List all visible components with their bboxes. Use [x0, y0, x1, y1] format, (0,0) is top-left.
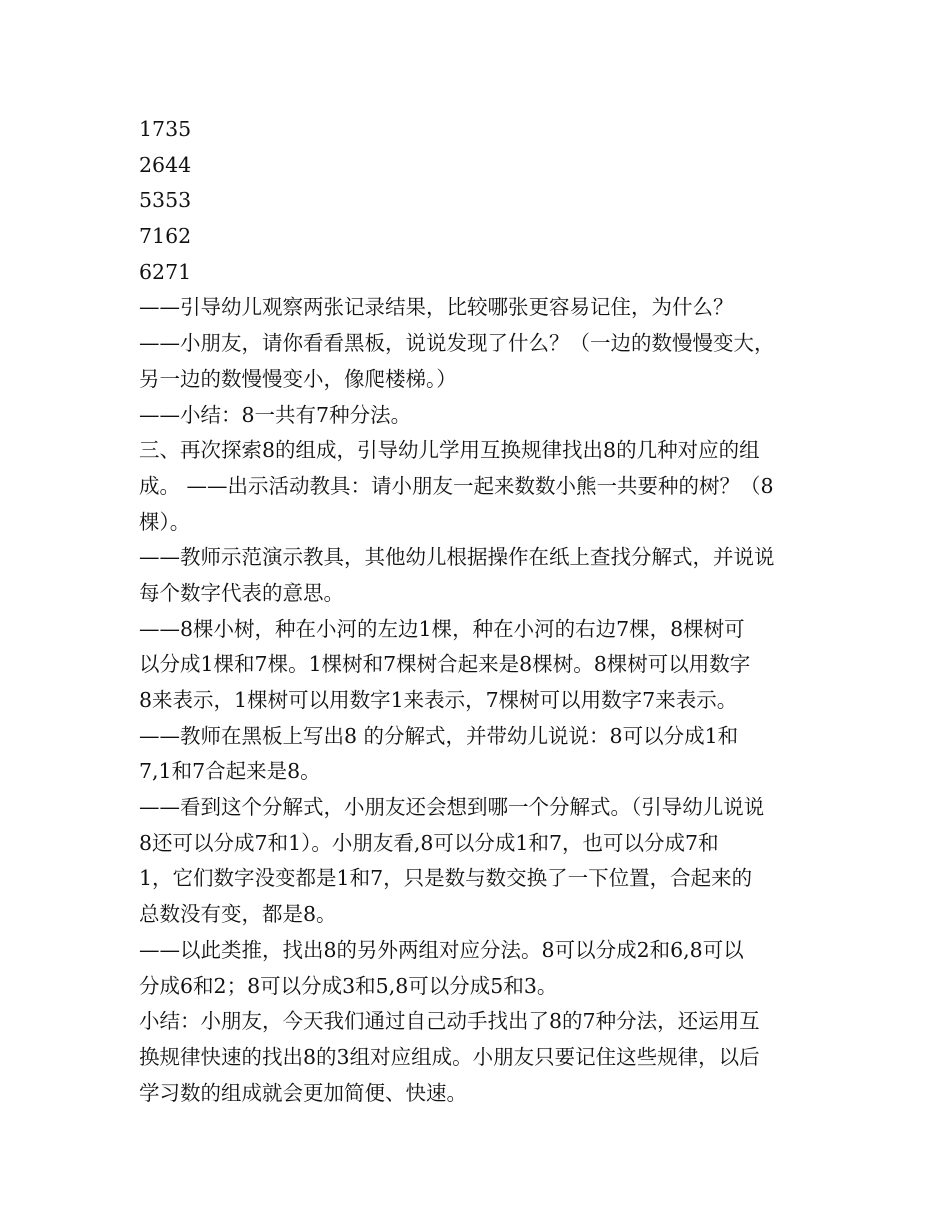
number-line: 1735: [139, 117, 192, 141]
text-line: 换规律快速的找出8的3组对应组成。小朋友只要记住这些规律，以后: [139, 1044, 760, 1069]
text-line: ——教师在黑板上写出8 的分解式，并带幼儿说说：8可以分成1和: [139, 723, 739, 748]
document-body: [139, 112, 815, 1111]
number-line: 5353: [139, 188, 192, 213]
number-line: 6271: [139, 259, 192, 284]
text-line: 7,1和7合起来是8。: [139, 759, 321, 784]
text-line: 8来表示，1棵树可以用数字1来表示，7棵树可以用数字7来表示。: [139, 688, 738, 712]
text-line: 三、再次探索8的组成，引导幼儿学用互换规律找出8的几种对应的组: [139, 438, 760, 463]
text-line: ——小结：8一共有7种分法。: [139, 402, 412, 427]
text-line: ——看到这个分解式，小朋友还会想到哪一个分解式。（引导幼儿说说: [139, 795, 765, 820]
text-line: 以分成1棵和7棵。1棵树和7棵树合起来是8棵树。8棵树可以用数字: [139, 652, 751, 677]
text-line: 1，它们数字没变都是1和7，只是数与数交换了一下位置，合起来的: [139, 866, 753, 891]
text-line: 学习数的组成就会更加简便、快速。: [139, 1080, 467, 1105]
text-line: 8还可以分成7和1）。小朋友看,8可以分成1和7，也可以分成7和: [139, 830, 719, 855]
text-line: 每个数字代表的意思。: [139, 580, 344, 605]
text-line: 另一边的数慢慢变小，像爬楼梯。）: [139, 366, 457, 391]
text-line: ——教师示范演示教具，其他幼儿根据操作在纸上查找分解式，并说说: [139, 545, 775, 570]
text-line: 成。 ——出示活动教具：请小朋友一起来数数小熊一共要种的树？（8: [139, 473, 774, 498]
text-line: 小结：小朋友，今天我们通过自己动手找出了8的7种分法，还运用互: [139, 1009, 760, 1034]
text-line: ——8棵小树，种在小河的左边1棵，种在小河的右边7棵，8棵树可: [139, 616, 745, 641]
text-line: ——小朋友，请你看看黑板，说说发现了什么？（一边的数慢慢变大，: [139, 331, 775, 356]
text-line: 棵）。: [139, 509, 191, 534]
number-line: 7162: [139, 224, 192, 249]
text-line: 总数没有变，都是8。: [139, 902, 337, 927]
number-line: 2644: [139, 152, 192, 177]
text-line: ——以此类推，找出8的另外两组对应分法。8可以分成2和6,8可以: [139, 937, 744, 962]
text-line: ——引导幼儿观察两张记录结果，比较哪张更容易记住，为什么？: [139, 295, 734, 320]
text-line: 分成6和2；8可以分成3和5,8可以分成5和3。: [139, 973, 558, 998]
